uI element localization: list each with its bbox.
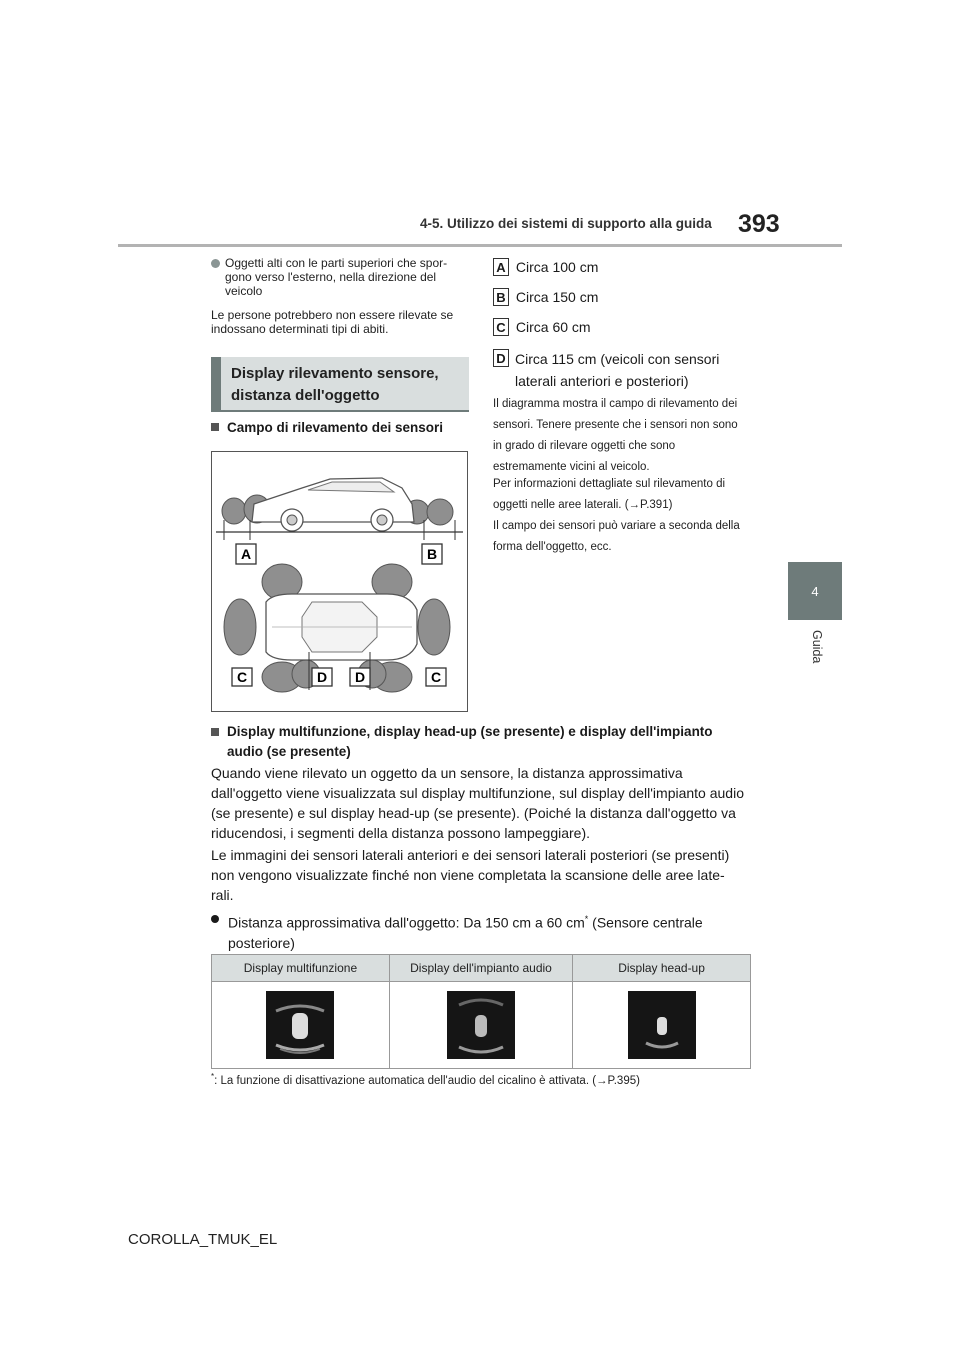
headup-display-image bbox=[628, 991, 696, 1059]
range-item-a: A Circa 100 cm bbox=[493, 258, 753, 276]
cell-headup-display bbox=[573, 982, 751, 1069]
audio-display-image bbox=[447, 991, 515, 1059]
col-headup-display: Display head-up bbox=[573, 955, 751, 982]
square-bullet-icon bbox=[211, 728, 219, 736]
diagram-label-d-left: D bbox=[316, 669, 328, 685]
chapter-number: 4 bbox=[811, 583, 819, 599]
diagram-label-b: B bbox=[426, 546, 438, 562]
bullet-text: Oggetti alti con le parti superiori che spor- gono verso l'esterno, nella direzione del veicolo bbox=[225, 256, 448, 298]
section-title: 4-5. Utilizzo dei sistemi di supporto alla guida bbox=[420, 216, 712, 231]
item-label-b: B bbox=[493, 288, 509, 306]
front-sensor-zone-side bbox=[222, 498, 246, 524]
subheading-detection-range: Campo di rilevamento dei sensori bbox=[211, 420, 443, 435]
clothing-note: Le persone potrebbero non essere rilevate se indossano determinati tipi di abiti. bbox=[211, 308, 454, 336]
item-label-a: A bbox=[493, 258, 509, 276]
square-bullet-icon bbox=[211, 423, 219, 431]
diagram-label-c-right: C bbox=[430, 669, 442, 685]
cell-multi-display bbox=[212, 982, 390, 1069]
page-number: 393 bbox=[738, 210, 780, 238]
chapter-tab[interactable] bbox=[788, 562, 842, 620]
range-item-d: D Circa 115 cm (veicoli con sensori laterali anteriori e posteriori) bbox=[493, 348, 753, 392]
header-rule bbox=[118, 244, 842, 247]
col-audio-display: Display dell'impianto audio bbox=[389, 955, 572, 982]
display-paragraph-1: Quando viene rilevato un oggetto da un sensore, la distanza approssimativa dall'oggetto viene visualizzata sul display multifunzione, sul display dell'impianto audio (se presente) e sul display head-up (se presente). (Poiché la distanza dall'oggetto va riducendosi, i segmenti della distanza possono lampeggiare). bbox=[211, 765, 744, 841]
bullet-item bbox=[211, 256, 469, 298]
chapter-label: Guida bbox=[810, 630, 824, 664]
bullet-dot-icon bbox=[211, 915, 219, 923]
diagram-label-a: A bbox=[240, 546, 252, 562]
range-item-c: C Circa 60 cm bbox=[493, 318, 753, 336]
diagram-note-1: Il diagramma mostra il campo di rilevamento dei sensori. Tenere presente che i sensori non sono in grado di rilevare oggetti che sono estremamente vicini al veicolo. bbox=[493, 398, 738, 473]
display-table bbox=[211, 954, 751, 1069]
sensor-range-diagram bbox=[211, 451, 468, 712]
section-heading-box bbox=[211, 357, 469, 412]
distance-bullet: Distanza approssimativa dall'oggetto: Da 150 cm a 60 cm* (Sensore centrale posteriore) bbox=[211, 909, 746, 953]
display-paragraph-2: Le immagini dei sensori laterali anteriori e dei sensori laterali posteriori (se presenti) non vengono visualizzate finché non viene completata la scansione delle aree late- rali. bbox=[211, 847, 730, 903]
bullet-circle-icon bbox=[211, 259, 220, 268]
diagram-label-d-right: D bbox=[354, 669, 366, 685]
diagram-note-3: Il campo dei sensori può variare a seconda della forma dell'oggetto, ecc. bbox=[493, 520, 740, 553]
subheading-displays: Display multifunzione, display head-up (se presente) e display dell'impianto audio (se presente) bbox=[211, 722, 731, 762]
item-label-c: C bbox=[493, 318, 509, 336]
diagram-label-c-left: C bbox=[236, 669, 248, 685]
col-multi-display: Display multifunzione bbox=[212, 955, 390, 982]
diagram-note-2: Per informazioni dettagliate sul rilevamento di oggetti nelle aree laterali. (→P.391) bbox=[493, 478, 726, 511]
multi-display-image bbox=[266, 991, 334, 1059]
footnote: *: La funzione di disattivazione automatica dell'audio del cicalino è attivata. (→P.395) bbox=[211, 1072, 640, 1087]
section-heading: Display rilevamento sensore, distanza dell'oggetto bbox=[231, 365, 439, 404]
range-item-b: B Circa 150 cm bbox=[493, 288, 753, 306]
car-diagram-svg bbox=[212, 452, 467, 711]
footer-code: COROLLA_TMUK_EL bbox=[128, 1231, 278, 1248]
item-label-d: D bbox=[493, 349, 509, 367]
cell-audio-display bbox=[389, 982, 572, 1069]
